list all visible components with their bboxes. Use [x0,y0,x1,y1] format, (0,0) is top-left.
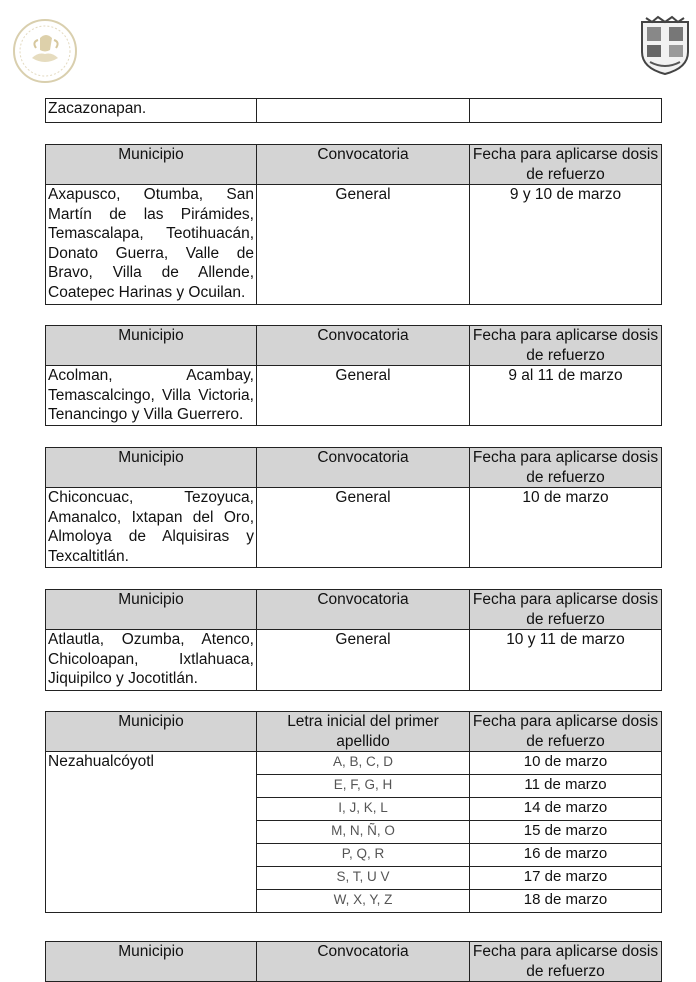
header-municipio: Municipio [46,145,257,185]
schedule-table-3 [45,447,662,568]
header-fecha: Fecha para aplicarse dosis de refuerzo [470,942,662,982]
header-municipio: Municipio [46,326,257,366]
header-municipio: Municipio [46,448,257,488]
municipios-cell: Axapusco, Otumba, San Martín de las Pirámides, Temascalapa, Teotihuacán, Donato Guerra, Valle de Bravo, Villa de Allende, Coatepec Harinas y Ocuilan. [46,185,257,305]
fecha-cell [470,99,662,123]
municipio-nezahualcoyotl: Nezahualcóyotl [46,752,257,913]
header-fecha: Fecha para aplicarse dosis de refuerzo [470,448,662,488]
fecha-cell: 15 de marzo [470,821,662,844]
estado-de-mexico-coat-of-arms-icon [638,14,692,76]
header-convocatoria: Convocatoria [257,942,470,982]
fecha-cell: 18 de marzo [470,890,662,913]
header-fecha: Fecha para aplicarse dosis de refuerzo [470,326,662,366]
header-municipio: Municipio [46,942,257,982]
schedule-table-2 [45,325,662,426]
fecha-cell: 10 y 11 de marzo [470,630,662,691]
header-convocatoria: Convocatoria [257,590,470,630]
convocatoria-cell: General [257,185,470,305]
letras-cell: S, T, U V [257,867,470,890]
convocatoria-cell [257,99,470,123]
municipios-cell: Chiconcuac, Tezoyuca, Amanalco, Ixtapan del Oro, Almoloya de Alquisiras y Texcaltitlán. [46,488,257,568]
municipios-cell: Acolman, Acambay, Temascalcingo, Villa Victoria, Tenancingo y Villa Guerrero. [46,366,257,426]
header-fecha: Fecha para aplicarse dosis de refuerzo [470,712,662,752]
header-convocatoria: Convocatoria [257,326,470,366]
schedule-table-1 [45,144,662,305]
header-fecha: Fecha para aplicarse dosis de refuerzo [470,590,662,630]
fecha-cell: 14 de marzo [470,798,662,821]
zacazonapan-table [45,98,662,123]
convocatoria-cell: General [257,488,470,568]
header-fecha: Fecha para aplicarse dosis de refuerzo [470,145,662,185]
mexico-coat-of-arms-seal-icon [12,18,78,84]
header-letra-inicial: Letra inicial del primer apellido [257,712,470,752]
municipio-cell: Zacazonapan. [46,99,257,123]
letras-cell: I, J, K, L [257,798,470,821]
header-municipio: Municipio [46,590,257,630]
fecha-cell: 9 al 11 de marzo [470,366,662,426]
header-municipio: Municipio [46,712,257,752]
fecha-cell: 10 de marzo [470,752,662,775]
fecha-cell: 10 de marzo [470,488,662,568]
letras-cell: M, N, Ñ, O [257,821,470,844]
letras-cell: P, Q, R [257,844,470,867]
letras-cell: W, X, Y, Z [257,890,470,913]
convocatoria-cell: General [257,366,470,426]
fecha-cell: 9 y 10 de marzo [470,185,662,305]
header-convocatoria: Convocatoria [257,448,470,488]
schedule-table-7 [45,941,662,982]
convocatoria-cell: General [257,630,470,691]
letras-cell: A, B, C, D [257,752,470,775]
fecha-cell: 16 de marzo [470,844,662,867]
header-convocatoria: Convocatoria [257,145,470,185]
fecha-cell: 17 de marzo [470,867,662,890]
nezahualcoyotl-table [45,711,662,913]
municipios-cell: Atlautla, Ozumba, Atenco, Chicoloapan, Ixtlahuaca, Jiquipilco y Jocotitlán. [46,630,257,691]
letras-cell: E, F, G, H [257,775,470,798]
schedule-table-4 [45,589,662,691]
fecha-cell: 11 de marzo [470,775,662,798]
